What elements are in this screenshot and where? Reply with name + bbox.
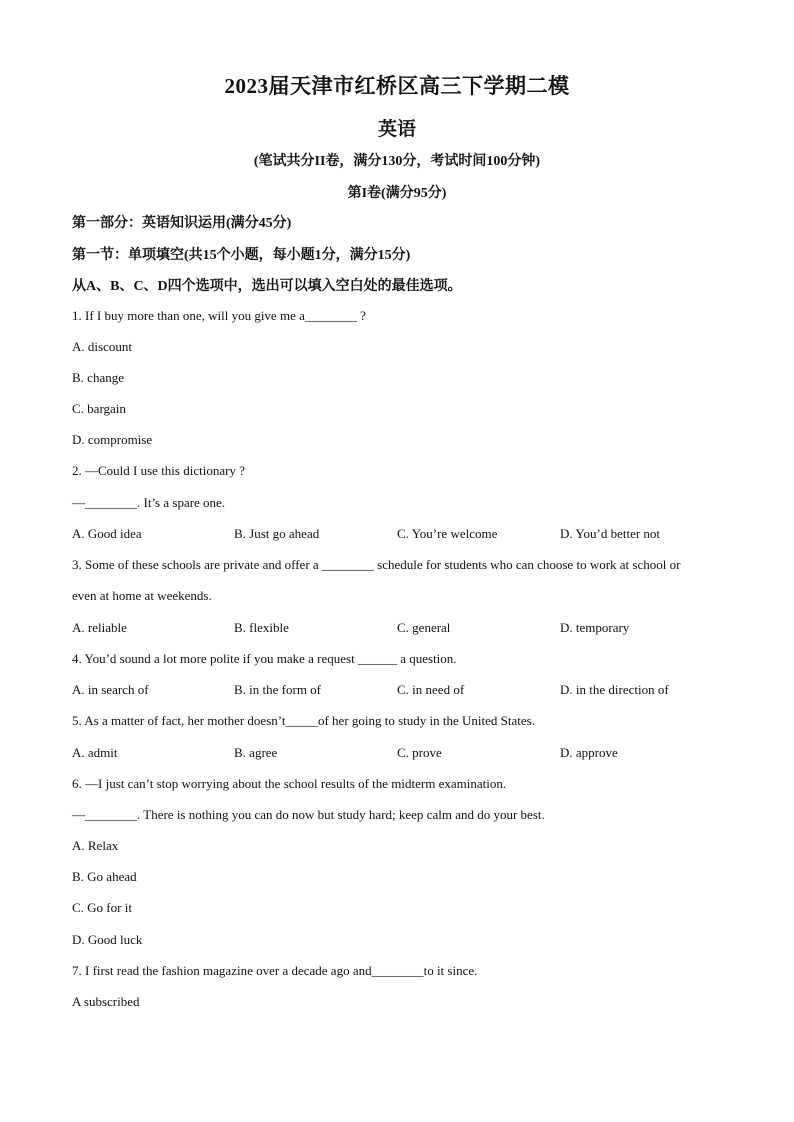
question-3-option-a: A. reliable — [72, 620, 127, 635]
question-4-stem: 4. You’d sound a lot more polite if you make a request ______ a question. — [72, 651, 457, 666]
question-3-option-c: C. general — [397, 620, 451, 635]
question-6-option-d: D. Good luck — [72, 932, 143, 947]
question-5-option-b: B. agree — [234, 745, 278, 760]
question-3-option-b: B. flexible — [234, 620, 289, 635]
paper-heading: 第I卷(满分95分) — [347, 186, 447, 201]
question-4-options — [72, 682, 752, 700]
question-1-option-b: B. change — [72, 370, 124, 385]
question-3-option-d: D. temporary — [560, 620, 630, 635]
question-6-option-c: C. Go for it — [72, 900, 132, 915]
question-7-option-a: A subscribed — [72, 994, 140, 1009]
question-2-option-a: A. Good idea — [72, 526, 142, 541]
exam-subject: 英语 — [377, 119, 416, 140]
question-1-option-c: C. bargain — [72, 401, 126, 416]
question-5-option-d: D. approve — [560, 745, 618, 760]
question-3-options — [72, 620, 752, 638]
section-instruction: 从A、B、C、D四个选项中，选出可以填入空白处的最佳选项。 — [72, 279, 462, 294]
question-4-option-a: A. in search of — [72, 682, 149, 697]
question-5-options — [72, 745, 752, 763]
question-2-options — [72, 526, 752, 544]
question-2-option-d: D. You’d better not — [560, 526, 661, 541]
exam-title: 2023届天津市红桥区高三下学期二模 — [224, 74, 570, 98]
exam-note: (笔试共分II卷，满分130分，考试时间100分钟) — [253, 154, 541, 169]
question-7-stem: 7. I first read the fashion magazine over a decade ago and________to it since. — [72, 963, 478, 978]
question-4-option-b: B. in the form of — [234, 682, 322, 697]
question-1-option-d: D. compromise — [72, 432, 153, 447]
question-3-stem-line1: 3. Some of these schools are private and offer a ________ schedule for students who can choose to work at school or — [72, 557, 681, 572]
part-heading: 第一部分：英语知识运用(满分45分) — [72, 216, 292, 231]
question-6-reply: —________. There is nothing you can do now but study hard; keep calm and do your best. — [72, 807, 545, 822]
question-2-option-b: B. Just go ahead — [234, 526, 320, 541]
question-4-option-d: D. in the direction of — [560, 682, 669, 697]
question-2-option-c: C. You’re welcome — [397, 526, 498, 541]
question-6-stem: 6. —I just can’t stop worrying about the school results of the midterm examination. — [72, 776, 507, 791]
question-5-option-a: A. admit — [72, 745, 118, 760]
question-4-option-c: C. in need of — [397, 682, 465, 697]
question-1-option-a: A. discount — [72, 339, 132, 354]
question-1-stem: 1. If I buy more than one, will you give me a________ ? — [72, 308, 366, 323]
question-6-option-a: A. Relax — [72, 838, 119, 853]
question-2-reply: —________. It’s a spare one. — [72, 495, 226, 510]
question-5-option-c: C. prove — [397, 745, 442, 760]
question-3-stem-line2: even at home at weekends. — [72, 588, 212, 603]
question-6-option-b: B. Go ahead — [72, 869, 137, 884]
section-heading: 第一节：单项填空(共15个小题，每小题1分，满分15分) — [72, 248, 411, 263]
question-2-stem: 2. —Could I use this dictionary ? — [72, 463, 245, 478]
question-5-stem: 5. As a matter of fact, her mother doesn’t_____of her going to study in the United States. — [72, 713, 535, 728]
